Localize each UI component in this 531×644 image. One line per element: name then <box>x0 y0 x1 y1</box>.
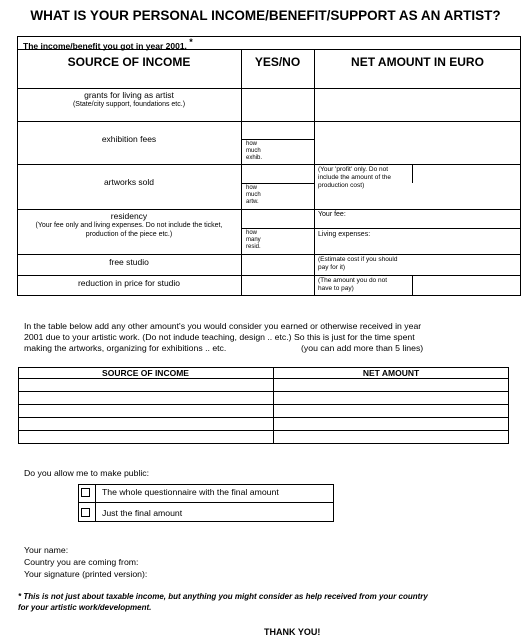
other-header-amount: NET AMOUNT <box>362 368 420 378</box>
header-source: SOURCE OF INCOME <box>67 55 191 69</box>
page-title: WHAT IS YOUR PERSONAL INCOME/BENEFIT/SUPPORT AS AN ARTIST? <box>30 8 501 23</box>
footnote-line-1: * This is not just about taxable income, but anything you might consider as help received from your country <box>18 592 428 601</box>
row-artworks-note: (Your 'profit' only. Do not include the amount of the production cost) <box>318 166 391 189</box>
instructions-line-3b: (you can add more than 5 lines) <box>301 343 424 353</box>
row-reduction-label: reduction in price for studio <box>77 278 181 288</box>
instructions-line-2: 2001 due to your artistic work. (Do not indude teaching, design .. etc.) So this is just for the time spent <box>24 332 415 342</box>
row-artworks-howmuch: how much artw. <box>246 185 261 205</box>
signature-label: Your signature (printed version): <box>24 569 148 579</box>
caption-asterisk: * <box>189 37 193 47</box>
header-net-amount: NET AMOUNT IN EURO <box>351 55 484 69</box>
row-free-studio-note: (Estimate cost if you should pay for it) <box>318 256 398 271</box>
checkbox-whole-questionnaire[interactable] <box>81 488 90 497</box>
instructions-line-1: In the table below add any other amount's you would consider you earned or otherwise received in year <box>24 321 422 331</box>
row-residency-label: residency <box>110 211 148 221</box>
country-label: Country you are coming from: <box>24 557 139 567</box>
table-row[interactable] <box>18 404 509 405</box>
row-exhibition-howmuch: how much exhib. <box>246 141 263 161</box>
option-whole-questionnaire: The whole questionnaire with the final amount <box>102 487 279 497</box>
instructions-line-3a: making the artworks, organizing for exhibitions .. etc. <box>24 343 227 353</box>
option-final-amount: Just the final amount <box>102 508 183 518</box>
row-exhibition-label: exhibition fees <box>101 134 157 144</box>
your-name-label: Your name: <box>24 545 69 555</box>
table-row[interactable] <box>18 391 509 392</box>
row-residency-living: Living expenses: <box>318 231 371 238</box>
row-residency-howmuch: how many resid. <box>246 230 261 250</box>
row-artworks-label: artworks sold <box>103 177 155 187</box>
row-reduction-note: (The amount you do not have to pay) <box>318 277 388 292</box>
header-yes-no: YES/NO <box>254 55 301 69</box>
row-residency-sublabel: (Your fee only and living expenses. Do not include the ticket, production of the piece etc.) <box>35 222 223 238</box>
row-grants-sublabel: (State/city support, foundations etc.) <box>72 101 186 108</box>
table-row[interactable] <box>18 430 509 431</box>
table-row[interactable] <box>18 417 509 418</box>
thank-you: THANK YOU! <box>264 627 321 637</box>
row-residency-fee: Your fee: <box>318 211 346 218</box>
row-grants-label: grants for living as artist <box>84 90 174 100</box>
footnote-line-2: for your artistic work/development. <box>18 603 152 612</box>
table-caption-text: The income/benefit you got in year 2001. <box>23 40 187 51</box>
publish-question: Do you allow me to make public: <box>24 468 150 478</box>
row-free-studio-label: free studio <box>109 257 149 267</box>
other-header-source: SOURCE OF INCOME <box>102 368 189 378</box>
checkbox-final-amount[interactable] <box>81 508 90 517</box>
